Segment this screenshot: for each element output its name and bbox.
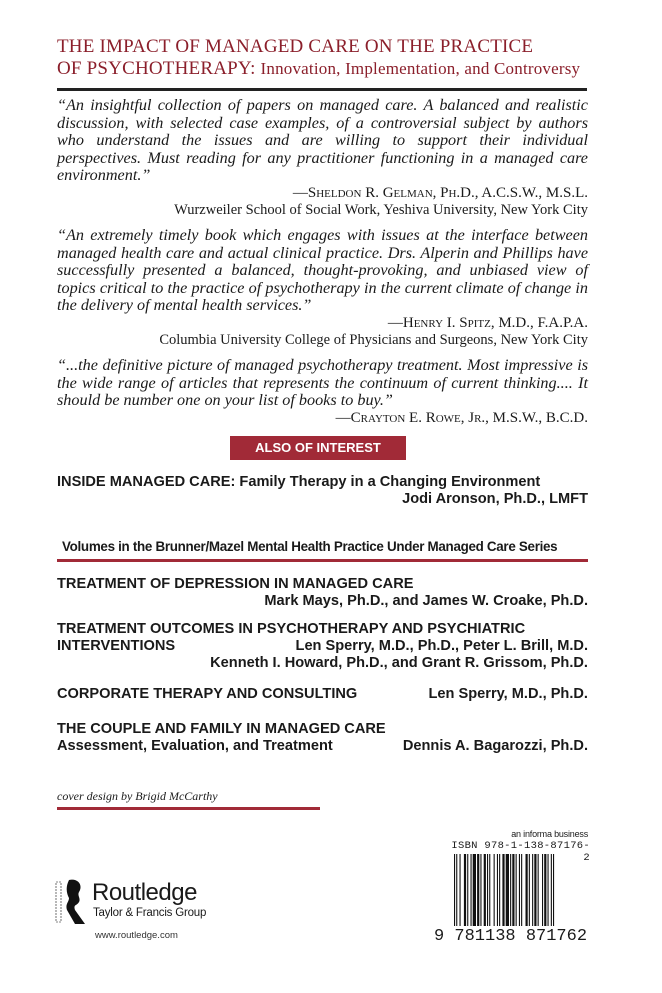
- credit-divider: [57, 807, 320, 810]
- related-book-title: INSIDE MANAGED CARE: Family Therapy in a Changing Environment: [57, 474, 541, 490]
- book-title: [57, 36, 637, 80]
- informa-tagline: an informa business: [511, 829, 588, 839]
- series-book: [57, 721, 588, 755]
- barcode-bar: [529, 854, 530, 926]
- series-book-authors: Dennis A. Bagarozzi, Ph.D.: [402, 738, 588, 754]
- series-book-title: TREATMENT OUTCOMES IN PSYCHOTHERAPY AND PSYCHIATRIC: [57, 621, 526, 637]
- related-book-author: Jodi Aronson, Ph.D., LMFT: [402, 491, 588, 507]
- barcode-bar: [544, 854, 546, 926]
- barcode-bar: [532, 854, 533, 926]
- publisher-group: Taylor & Francis Group: [93, 907, 207, 919]
- review-affiliation: Columbia University College of Physicians and Surgeons, New York City: [159, 331, 588, 348]
- reviews: [57, 97, 588, 435]
- series-book: [57, 621, 588, 672]
- barcode-bar: [506, 854, 509, 926]
- barcode-bar: [467, 854, 468, 926]
- barcode-bar: [516, 854, 517, 926]
- barcode-bar: [464, 854, 466, 926]
- review-quote: “An insightful collection of papers on managed care. A balanced and realistic discussion, with selected case examples, of a controversial subject by authors who understand the issues and are willing to support their individual perspectives. Must reading for any practitioner functioning in a managed care environment.”: [57, 96, 588, 185]
- barcode-bar: [499, 854, 500, 926]
- barcode-bar: [521, 854, 522, 926]
- publisher-url[interactable]: www.routledge.com: [95, 930, 178, 941]
- title-divider: [57, 88, 587, 91]
- review: [57, 357, 588, 427]
- barcode-bar: [538, 854, 539, 926]
- barcode-digits: 9 781138 871762: [434, 927, 588, 946]
- series-book-subtitle: Assessment, Evaluation, and Treatment: [57, 738, 333, 754]
- isbn-label: ISBN 978-1-138-87176-2: [451, 840, 590, 864]
- publisher-name: Routledge: [92, 879, 197, 906]
- review-author: —Sheldon R. Gelman, Ph.D., A.C.S.W., M.S.L.: [292, 184, 588, 201]
- series-book-title: TREATMENT OF DEPRESSION IN MANAGED CARE: [57, 576, 414, 592]
- barcode-bar: [480, 854, 481, 926]
- review-author: —Crayton E. Rowe, Jr., M.S.W., B.C.D.: [335, 409, 588, 426]
- barcode-bar: [454, 854, 455, 926]
- barcode-bar: [502, 854, 504, 926]
- barcode-bar: [460, 854, 461, 926]
- barcode-bar: [489, 854, 490, 926]
- series-book: [57, 686, 588, 703]
- barcode-bar: [471, 854, 472, 926]
- also-of-interest-badge: ALSO OF INTEREST: [230, 436, 406, 460]
- series-book-authors-cont: Kenneth I. Howard, Ph.D., and Grant R. Grissom, Ph.D.: [210, 655, 588, 671]
- title-line-2: OF PSYCHOTHERAPY:: [57, 58, 256, 79]
- series-book-title: THE COUPLE AND FAMILY IN MANAGED CARE: [57, 721, 386, 737]
- barcode-bar: [548, 854, 549, 926]
- review-affiliation: Wurzweiler School of Social Work, Yeshiva University, New York City: [174, 201, 588, 218]
- title-line-1: THE IMPACT OF MANAGED CARE ON THE PRACTICE: [57, 36, 534, 57]
- review: [57, 97, 588, 219]
- series-book-authors: Mark Mays, Ph.D., and James W. Croake, Ph.D.: [264, 593, 588, 609]
- barcode-icon: [448, 854, 590, 936]
- cover-design-credit: cover design by Brigid McCarthy: [57, 789, 218, 803]
- barcode-bar: [534, 854, 536, 926]
- barcode-bar: [497, 854, 498, 926]
- barcode-bar: [542, 854, 543, 926]
- barcode-bar: [510, 854, 511, 926]
- review-author: —Henry I. Spitz, M.D., F.A.P.A.: [387, 314, 588, 331]
- series-book-authors: Len Sperry, M.D., Ph.D., Peter L. Brill, M.D.: [295, 638, 588, 654]
- barcode-bar: [456, 854, 457, 926]
- barcode-bar: [526, 854, 528, 926]
- barcode-bar: [512, 854, 514, 926]
- series-book-title-cont: INTERVENTIONS: [57, 638, 176, 654]
- series-book-title: CORPORATE THERAPY AND CONSULTING: [57, 686, 358, 702]
- review: [57, 227, 588, 349]
- series-heading: Volumes in the Brunner/Mazel Mental Health Practice Under Managed Care Series: [62, 539, 558, 554]
- series-divider: [57, 559, 588, 562]
- related-book: [57, 474, 588, 508]
- barcode-bar: [473, 854, 476, 926]
- review-quote: “...the definitive picture of managed psychotherapy treatment. Most impressive is the wide range of articles that represents the continuum of current thinking.... It should be number one on your list of books to buy.”: [57, 355, 588, 410]
- routledge-logo-icon: [55, 878, 89, 926]
- barcode-bar: [484, 854, 486, 926]
- subtitle: Innovation, Implementation, and Controversy: [260, 59, 581, 78]
- barcode-bar: [519, 854, 520, 926]
- series-book: [57, 576, 588, 610]
- barcode-bar: [551, 854, 552, 926]
- barcode-bar: [477, 854, 479, 926]
- barcode-bar: [553, 854, 554, 926]
- barcode-bar: [494, 854, 495, 926]
- barcode-bar: [487, 854, 488, 926]
- series-book-authors: Len Sperry, M.D., Ph.D.: [428, 686, 588, 702]
- review-quote: “An extremely timely book which engages with issues at the interface between managed health care and actual clinical practice. Drs. Alperin and Phillips have successfully presented a balanced, thought-provoking, and unbiased view of topics critical to the practice of psychotherapy in the current climate of change in the delivery of mental health services.”: [57, 225, 588, 315]
